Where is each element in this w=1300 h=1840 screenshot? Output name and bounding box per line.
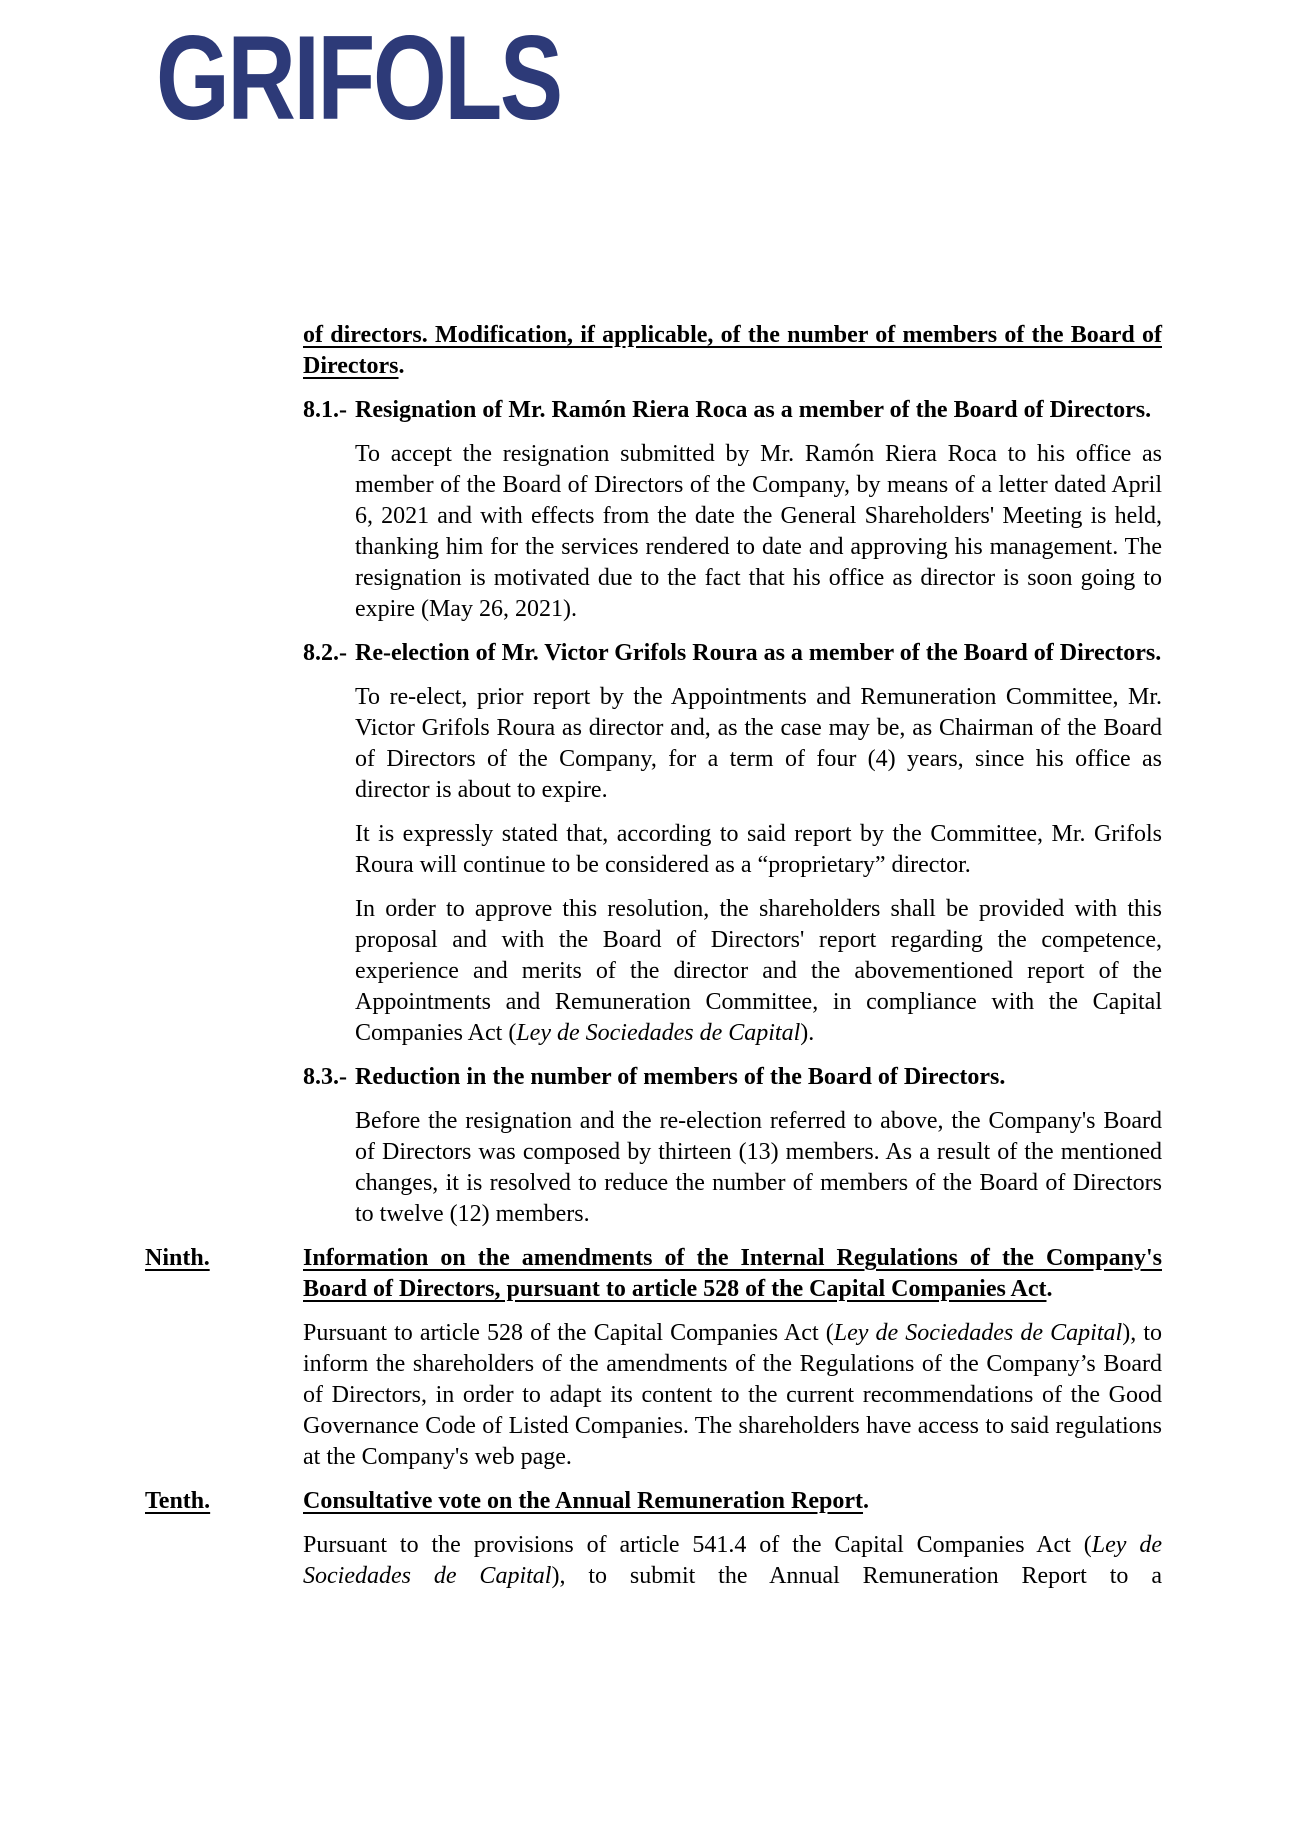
italic-text-run: Ley de Sociedades de Capital bbox=[303, 1532, 1162, 1589]
subitem-title bbox=[303, 395, 1162, 426]
body-paragraph bbox=[355, 819, 1162, 881]
subitem-body bbox=[355, 439, 1162, 625]
text-run: To re-elect, prior report by the Appointments and Remuneration Committee, Mr. Victor Grifols Roura as director and, as the case may be, as Chairman of the Board of Directors of the Company, for a term of four (4) years, since his office as director is about to expire. bbox=[355, 684, 1162, 803]
italic-text-run: Ley de Sociedades de Capital bbox=[516, 1020, 801, 1046]
section-label-underlined: Tenth. bbox=[145, 1488, 211, 1514]
carryover-heading bbox=[303, 320, 1162, 382]
text-run: ). bbox=[800, 1020, 815, 1046]
section-title-underlined: Consultative vote on the Annual Remuneration Report bbox=[303, 1488, 864, 1514]
text-run: Before the resignation and the re-election referred to above, the Company's Board of Directors was composed by thirteen (13) members. As a result of the mentioned changes, it is resolved to reduce the number of members of the Board of Directors to twelve (12) members. bbox=[355, 1108, 1162, 1227]
section-title-trailing: . bbox=[863, 1488, 870, 1514]
body-paragraph bbox=[303, 1318, 1162, 1473]
text-run: In order to approve this resolution, the shareholders shall be provided with this proposal and with the Board of Directors' report regarding the competence, experience and merits of the director and the abovementioned report of the Appointments and Remuneration Committee, in compliance with the Capital Companies Act ( bbox=[355, 896, 1162, 1046]
section-title bbox=[145, 1243, 1162, 1305]
section-label bbox=[145, 1243, 210, 1274]
agenda-subitems bbox=[303, 395, 1162, 1230]
body-paragraph bbox=[355, 439, 1162, 625]
carryover-heading-underlined: of directors. Modification, if applicable, of the number of members of the Board of Directors bbox=[303, 322, 1162, 379]
text-run: ), to inform the shareholders of the amendments of the Regulations of the Company’s Board of Directors, in order to adapt its content to the current recommendations of the Good Governance Code of Listed Companies. The shareholders have access to said regulations at the Company's web page. bbox=[303, 1320, 1162, 1470]
subitem-number: 8.2.- bbox=[303, 640, 347, 666]
body-paragraph bbox=[355, 1106, 1162, 1230]
text-run: It is expressly stated that, according to said report by the Committee, Mr. Grifols Roura will continue to be considered as a “proprietary” director. bbox=[355, 821, 1162, 878]
subitem-body bbox=[355, 682, 1162, 1049]
document-content bbox=[145, 320, 1162, 1592]
subitem-title bbox=[303, 638, 1162, 669]
subitem-number: 8.1.- bbox=[303, 397, 347, 423]
section-label bbox=[145, 1486, 210, 1517]
text-run: To accept the resignation submitted by Mr. Ramón Riera Roca to his office as member of the Board of Directors of the Company, by means of a letter dated April 6, 2021 and with effects from the date the General Shareholders' Meeting is held, thanking him for the services rendered to date and approving his management. The resignation is motivated due to the fact that his office as director is soon going to expire (May 26, 2021). bbox=[355, 441, 1162, 622]
carryover-heading-trailing: . bbox=[398, 353, 405, 379]
text-run: Pursuant to the provisions of article 541.4 of the Capital Companies Act ( bbox=[303, 1532, 1092, 1558]
subitem-title-text: Re-election of Mr. Victor Grifols Roura as a member of the Board of Directors. bbox=[355, 640, 1162, 666]
agenda-sections bbox=[145, 1243, 1162, 1592]
subitem-title-text: Reduction in the number of members of the Board of Directors. bbox=[355, 1064, 1006, 1090]
italic-text-run: Ley de Sociedades de Capital bbox=[833, 1320, 1123, 1346]
section-title bbox=[145, 1486, 1162, 1517]
body-paragraph bbox=[303, 1530, 1162, 1592]
subitem-body bbox=[355, 1106, 1162, 1230]
subitem-number: 8.3.- bbox=[303, 1064, 347, 1090]
agenda-section bbox=[145, 1486, 1162, 1592]
section-title-trailing: . bbox=[1046, 1276, 1053, 1302]
body-paragraph bbox=[355, 682, 1162, 806]
section-label-underlined: Ninth. bbox=[145, 1245, 210, 1271]
text-run: Pursuant to article 528 of the Capital Companies Act ( bbox=[303, 1320, 834, 1346]
agenda-section bbox=[145, 1243, 1162, 1473]
subitem-title bbox=[303, 1062, 1162, 1093]
grifols-logo: GRIFOLS bbox=[156, 11, 561, 145]
section-title-underlined: Information on the amendments of the Internal Regulations of the Company's Board of Directors, pursuant to article 528 of the Capital Companies Act bbox=[303, 1245, 1162, 1302]
agenda-subitem bbox=[303, 1062, 1162, 1230]
agenda-subitem bbox=[303, 638, 1162, 1049]
agenda-subitem bbox=[303, 395, 1162, 625]
text-run: ), to submit the Annual Remuneration Report to a bbox=[551, 1563, 1162, 1589]
body-paragraph bbox=[355, 894, 1162, 1049]
subitem-title-text: Resignation of Mr. Ramón Riera Roca as a member of the Board of Directors. bbox=[355, 397, 1152, 423]
